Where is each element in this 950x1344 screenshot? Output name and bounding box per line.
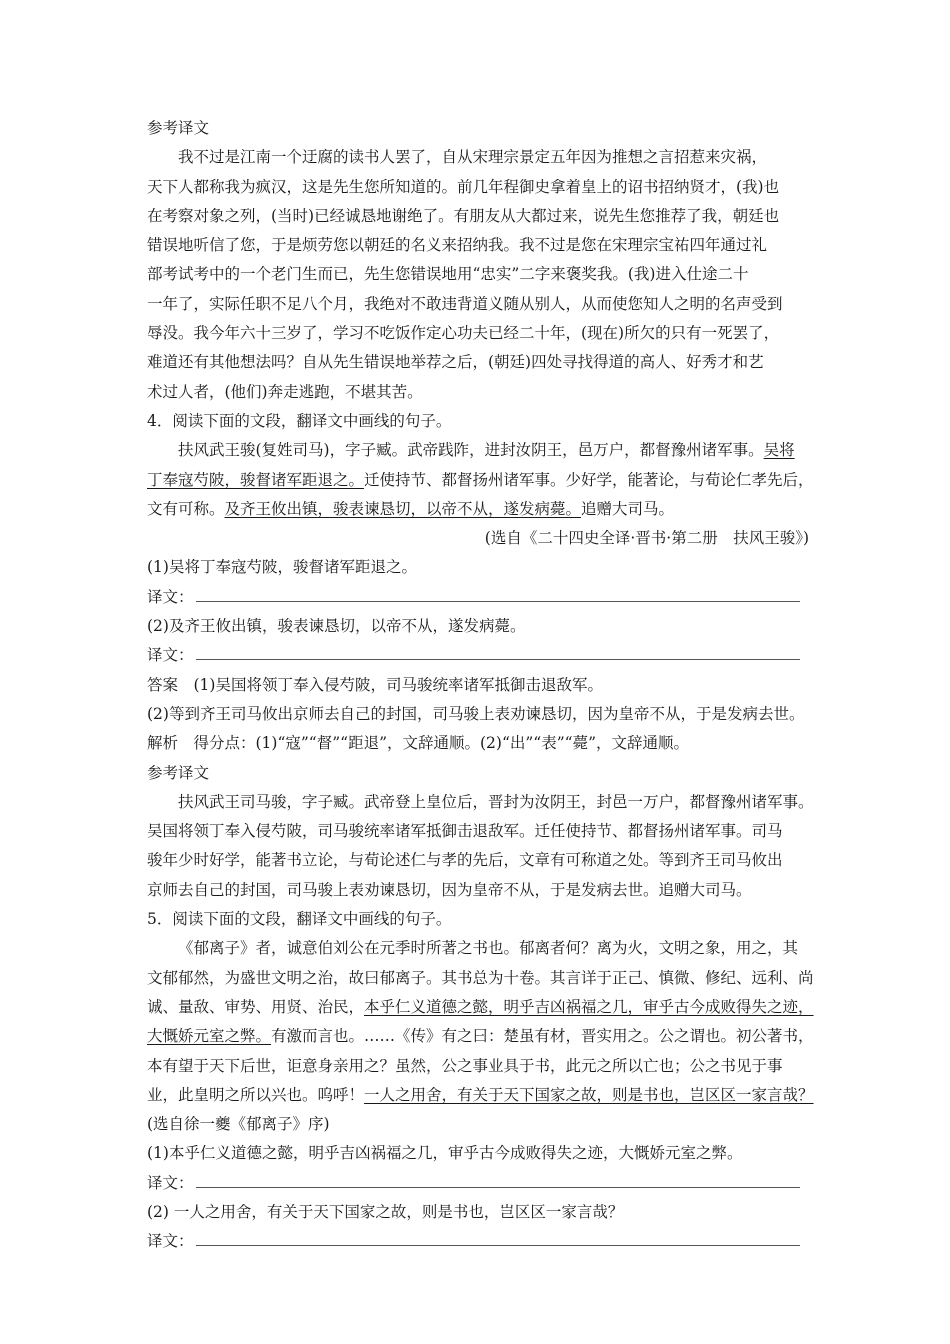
q4-ref-line: 京师去自己的封国，司马骏上表劝谏恳切，因为皇帝不从，于是发病去世。追赠大司马。 xyxy=(147,880,752,899)
q5-underlined-text: 一人之用舍，有关于天下国家之故，则是书也，岂区区一家言哉？ xyxy=(364,1085,814,1104)
q4-answer-2: (2)等到齐王司马攸出京师去自己的封国，司马骏上表劝谏恳切，因为皇帝不从，于是发病去世。 xyxy=(147,704,805,723)
ref1-line: 一年了，实际任职不足八个月，我绝对不敢违背道义随从别人，从而使您知人之明的名声受到 xyxy=(147,294,783,313)
q4-text: 追赠大司马。 xyxy=(581,499,675,518)
q4-answer-row-2 xyxy=(147,641,837,670)
q4-passage-line xyxy=(147,495,837,524)
translate-label: 译文： xyxy=(147,1173,194,1192)
q5-source: (选自徐一夔《郁离子》序) xyxy=(147,1115,330,1134)
q4-sentence-2: (2)及齐王攸出镇，骏表谏恳切，以帝不从，遂发病薨。 xyxy=(147,617,526,636)
q5-passage-line xyxy=(147,1081,837,1110)
q4-passage-line xyxy=(147,436,837,465)
q5-text: 诚、量敌、审势、用贤、治民， xyxy=(147,997,365,1016)
ref1-line: 辱没。我今年六十三岁了，学习不吃饭作定心功夫已经二十年，(现在)所欠的只有一死罢了， xyxy=(147,324,780,343)
q5-passage-line: 文郁郁然，为盛世文明之治，故曰郁离子。其书总为十卷。其言详于正己、慎微、修纪、远利、尚 xyxy=(147,968,814,987)
q4-answer-1: 答案 (1)吴国将领丁奉入侵芍陂，司马骏统率诸军抵御击退敌军。 xyxy=(147,675,603,694)
q4-underlined-text: 吴将 xyxy=(763,441,795,460)
q4-source: (选自《二十四史全译·晋书·第二册 扶风王骏》) xyxy=(484,529,809,548)
translate-label: 译文： xyxy=(147,587,194,606)
q4-ref-line: 扶风武王司马骏，字子臧。武帝登上皇位后，晋封为汝阴王，封邑一万户，都督豫州诸军事。 xyxy=(178,792,814,811)
q5-passage-line xyxy=(147,993,837,1022)
ref1-line: 术过人者，(他们)奔走逃跑，不堪其苦。 xyxy=(147,382,423,401)
q5-text: 有激而言也。……《传》有之曰：楚虽有材，晋实用之。公之谓也。初公著书， xyxy=(271,1027,814,1046)
q4-ref-heading: 参考译文 xyxy=(147,763,210,782)
q4-text: 文有可称。 xyxy=(147,499,225,518)
q4-ref-line: 骏年少时好学，能著书立论，与荀论述仁与孝的先后，文章有可称道之处。等到齐王司马攸出 xyxy=(147,851,783,870)
q5-underlined-text: 大慨娇元室之弊。 xyxy=(147,1027,272,1046)
q5-answer-row-2 xyxy=(147,1227,837,1256)
q5-prompt: 5．阅读下面的文段，翻译文中画线的句子。 xyxy=(147,910,452,929)
q4-passage-line xyxy=(147,466,837,495)
q5-sentence-1: (1)本乎仁义道德之懿，明乎吉凶祸福之几，审乎古今成败得失之迹，大慨娇元室之弊。 xyxy=(147,1144,743,1163)
translate-label: 译文： xyxy=(147,646,194,665)
q5-passage-line: 本有望于天下后世，讵意身亲用之？虽然，公之事业具于书，此元之所以亡也；公之书见于事 xyxy=(147,1056,783,1075)
q4-prompt: 4．阅读下面的文段，翻译文中画线的句子。 xyxy=(147,411,452,430)
ref1-line: 难道还有其他想法吗？自从先生错误地举荐之后，(朝廷)四处寻找得道的高人、好秀才和艺 xyxy=(147,353,764,372)
answer-blank-line[interactable] xyxy=(196,641,800,660)
q4-underlined-text: 丁奉寇芍陂，骏督诸军距退之。 xyxy=(147,470,365,489)
ref1-heading: 参考译文 xyxy=(147,119,210,137)
q4-text: 迁使持节、都督扬州诸军事。少好学，能著论，与荀论仁孝先后， xyxy=(364,470,814,489)
q5-answer-row-1 xyxy=(147,1169,837,1198)
answer-blank-line[interactable] xyxy=(196,583,800,602)
ref1-line: 部考试考中的一个老门生而已，先生您错误地用“忠实”二字来褒奖我。(我)进入仕途二十 xyxy=(147,265,749,284)
ref1-line: 在考察对象之列，(当时)已经诚恳地谢绝了。有朋友从大都过来，说先生您推荐了我，朝廷也 xyxy=(147,206,780,225)
q4-sentence-1: (1)吴将丁奉寇芍陂，骏督诸军距退之。 xyxy=(147,558,417,577)
q5-passage-line xyxy=(147,1022,837,1051)
q4-ref-line: 吴国将领丁奉入侵芍陂，司马骏统率诸军抵御击退敌军。迁任使持节、都督扬州诸军事。司马 xyxy=(147,822,783,841)
ref1-line: 我不过是江南一个迂腐的读书人罢了，自从宋理宗景定五年因为推想之言招惹来灾祸， xyxy=(178,148,768,167)
q4-answer-row-1 xyxy=(147,583,837,612)
ref1-line: 天下人都称我为疯汉，这是先生您所知道的。前几年程御史拿着皇上的诏书招纳贤才，(我)也 xyxy=(147,177,780,196)
q5-sentence-2: (2) 一人之用舍，有关于天下国家之故，则是书也，岂区区一家言哉？ xyxy=(147,1202,624,1221)
translate-label: 译文： xyxy=(147,1232,194,1251)
q4-text: 扶风武王骏(复姓司马)，字子臧。武帝践阼，进封汝阴王，邑万户，都督豫州诸军事。 xyxy=(178,441,764,460)
ref1-line: 错误地听信了您，于是烦劳您以朝廷的名义来招纳我。我不过是您在宋理宗宝祐四年通过礼 xyxy=(147,236,768,255)
document-page xyxy=(147,114,837,1257)
answer-blank-line[interactable] xyxy=(196,1227,800,1246)
q4-underlined-text: 及齐王攸出镇，骏表谏恳切，以帝不从，遂发病薨。 xyxy=(224,499,582,518)
q4-analysis: 解析 得分点：(1)“寇”“督”“距退”，文辞通顺。(2)“出”“表”“薨”，文辞通顺。 xyxy=(147,734,690,753)
q5-underlined-text: 本乎仁义道德之懿，明乎吉凶祸福之几，审乎古今成败得失之迹， xyxy=(364,997,814,1016)
answer-blank-line[interactable] xyxy=(196,1169,800,1188)
q5-text: 业，此皇明之所以兴也。呜呼！ xyxy=(147,1085,365,1104)
q5-passage-line: 《郁离子》者，诚意伯刘公在元季时所著之书也。郁离者何？离为火，文明之象，用之，其 xyxy=(178,939,799,958)
